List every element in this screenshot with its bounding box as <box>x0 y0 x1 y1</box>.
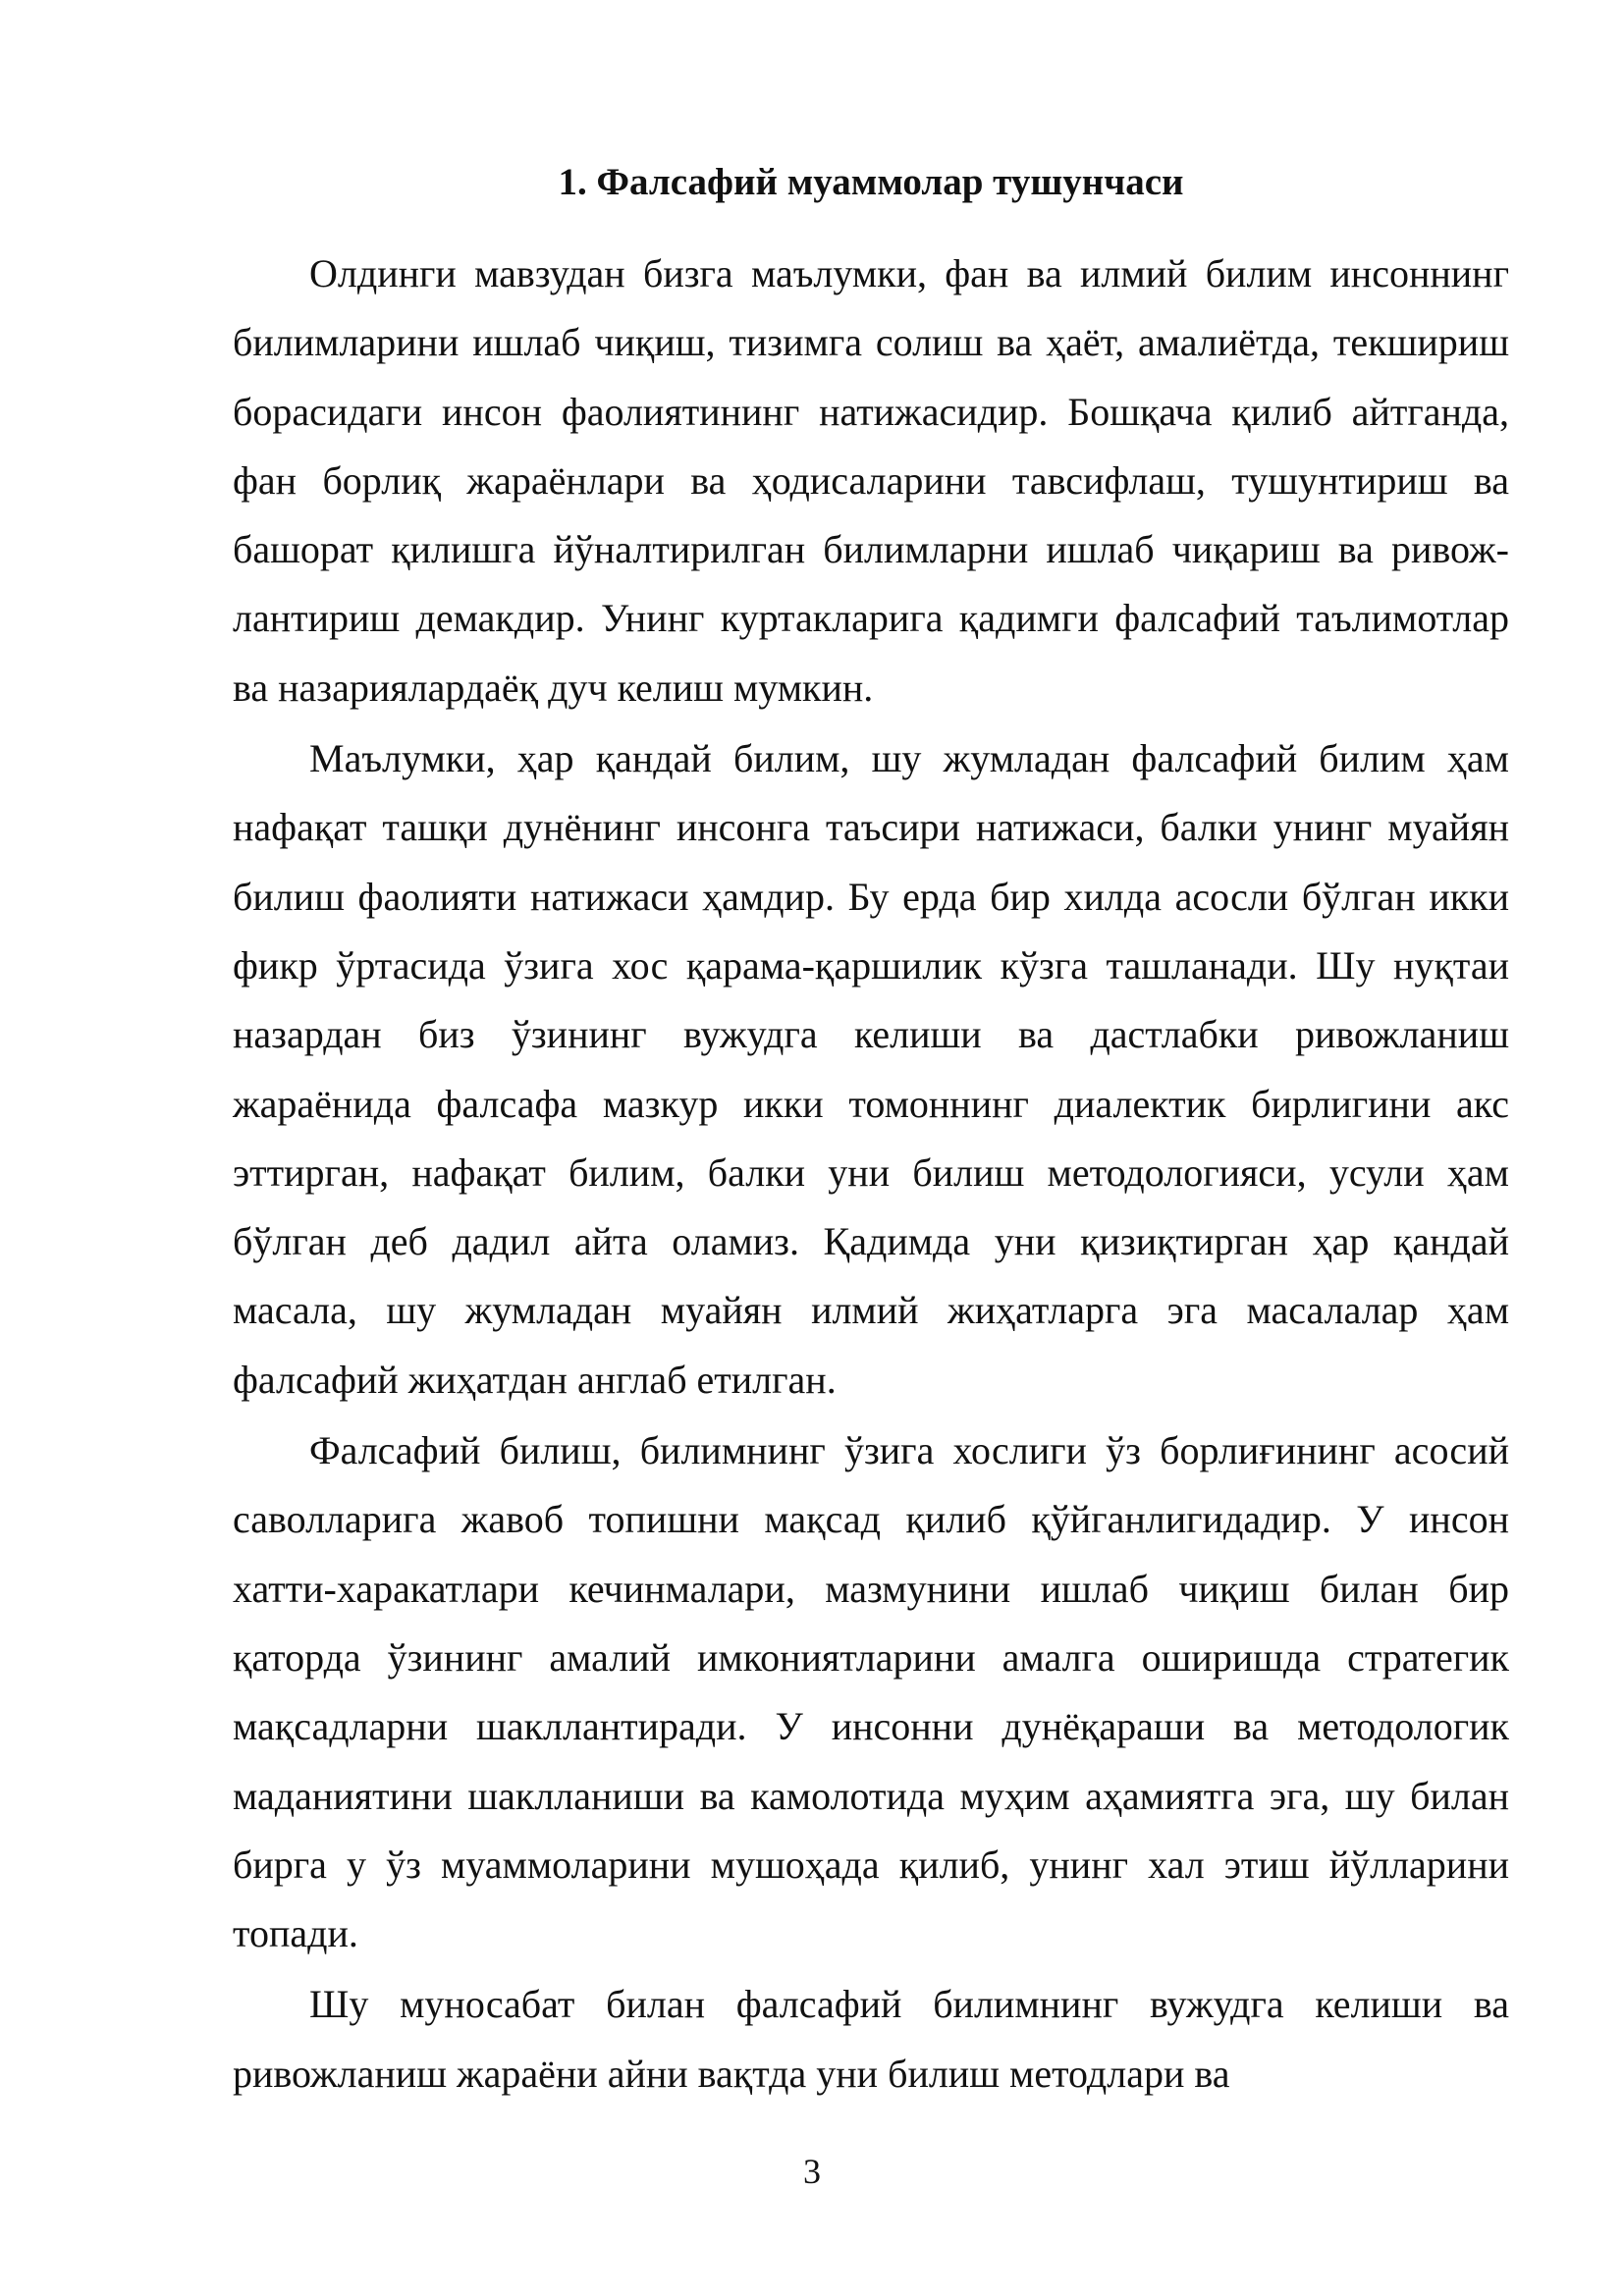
paragraph-1: Олдинги мавзудан бизга маълумки, фан ва илмий билим инсоннинг билимларини ишлаб чиқиш, тизимга солиш ва ҳаёт, амалиётда, текшириш борасидаги инсон фаолиятининг натижасидир. Бошқача қилиб айтганда, фан борлиқ жараёнлари ва ҳодисаларини тавсифлаш, тушунтириш ва башорат қилишга йўналтирилган билимларни ишлаб чиқариш ва ривож-лантириш демакдир. Унинг куртакларига қадимги фалсафий таълимотлар ва назариялардаёқ дуч келиш мумкин. <box>233 251 1509 710</box>
paragraph-3: Фалсафий билиш, билимнинг ўзига хослиги ўз борлиғининг асосий саволларига жавоб топишни мақсад қилиб қўйганлигидадир. У инсон хатти-харакатлари кечинмалари, мазмунини ишлаб чиқиш билан бир қаторда ўзининг амалий имкониятларини амалга оширишда стратегик мақсадларни шакллантиради. У инсонни дунёқараши ва методологик маданиятини шаклланиши ва камолотида муҳим аҳамиятга эга, шу билан бирга у ўз муаммоларини мушоҳада қилиб, унинг хал этиш йўлларини топади. <box>233 1428 1509 1956</box>
paragraph-4: Шу муносабат билан фалсафий билимнинг вужудга келиши ва ривожланиш жараёни айни вақтда уни билиш методлари ва <box>233 1982 1509 2096</box>
section-title: 1. Фалсафий муаммолар тушунчаси <box>558 161 1184 203</box>
page-content <box>233 149 1509 2110</box>
page-number: 3 <box>803 2152 821 2191</box>
paragraph-2: Маълумки, ҳар қандай билим, шу жумладан фалсафий билим ҳам нафақат ташқи дунёнинг инсонга таъсири натижаси, балки унинг муайян билиш фаолияти натижаси ҳамдир. Бу ерда бир хилда асосли бўлган икки фикр ўртасида ўзига хос қарама-қаршилик кўзга ташланади. Шу нуқтаи назардан биз ўзининг вужудга келиши ва дастлабки ривожланиш жараёнида фалсафа мазкур икки томоннинг диалектик бирлигини акс эттирган, нафақат билим, балки уни билиш методологияси, усули ҳам бўлган деб дадил айта оламиз. Қадимда уни қизиқтирган ҳар қандай масала, шу жумладан муайян илмий жиҳатларга эга масалалар ҳам фалсафий жиҳатдан англаб етилган. <box>233 736 1509 1402</box>
